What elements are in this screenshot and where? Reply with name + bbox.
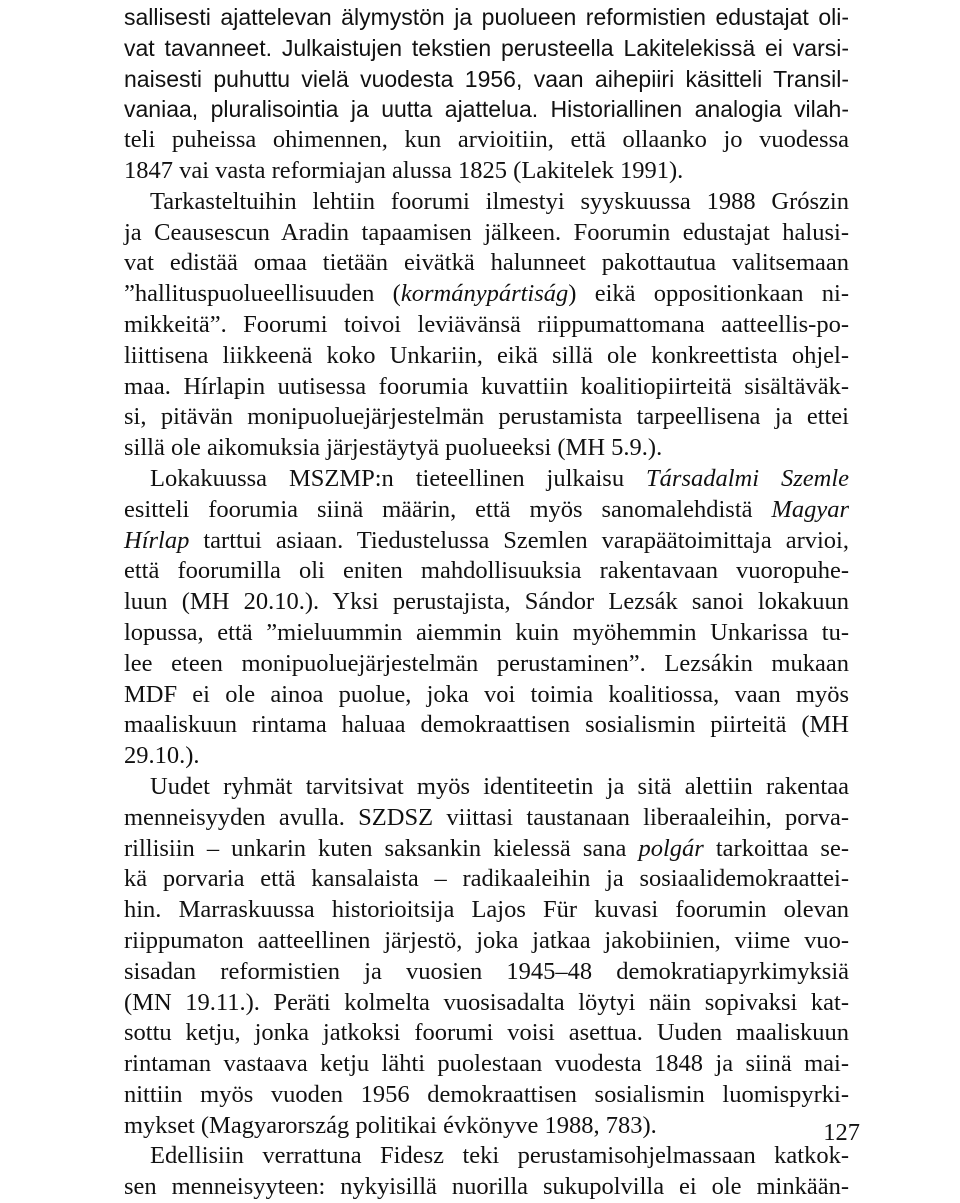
text-line: nittiin myös vuoden 1956 demokraattisen sosialismin luomispyrki- xyxy=(124,1080,849,1108)
text-line: (MN 19.11.). Peräti kolmelta vuosisadalta löytyi näin sopivaksi kat- xyxy=(124,988,849,1016)
text-line: esitteli foorumia siinä määrin, että myös sanomalehdistä Magyar xyxy=(124,495,849,523)
text-line: sillä ole aikomuksia järjestäytyä puolueeksi (MH 5.9.). xyxy=(124,434,663,462)
text-line: rillisiin – unkarin kuten saksankin kielessä sana polgár tarkoittaa se- xyxy=(124,834,849,862)
text-line: Edellisiin verrattuna Fidesz teki perustamisohjelmassaan katkok- xyxy=(150,1142,849,1170)
text-line: sottu ketju, jonka jatkoksi foorumi voisi asettua. Uuden maaliskuun xyxy=(124,1019,849,1047)
text-line: liittisena liikkeenä koko Unkariin, eikä sillä ole konkreettista ohjel- xyxy=(124,341,849,369)
italic-term: Társadalmi Szemle xyxy=(646,464,849,492)
text-line: Tarkasteltuihin lehtiin foorumi ilmestyi syyskuussa 1988 Grószin xyxy=(150,187,849,215)
text-line: lopussa, että ”mieluummin aiemmin kuin myöhemmin Unkarissa tu- xyxy=(124,618,849,646)
text-line: että foorumilla oli eniten mahdollisuuksia rakentavaan vuoropuhe- xyxy=(124,557,849,585)
text-line: hin. Marraskuussa historioitsija Lajos Für kuvasi foorumin olevan xyxy=(124,896,849,924)
text-line: maaliskuun rintama haluaa demokraattisen sosialismin piirteitä (MH xyxy=(124,711,849,739)
text-line: Lokakuussa MSZMP:n tieteellinen julkaisu Társadalmi Szemle xyxy=(150,464,849,492)
text-line: lee eteen monipuoluejärjestelmän perustaminen”. Lezsákin mukaan xyxy=(124,649,849,677)
text-line: menneisyyden avulla. SZDSZ viittasi taustanaan liberaaleihin, porva- xyxy=(124,803,849,831)
text-line: 1847 vai vasta reformiajan alussa 1825 (Lakitelek 1991). xyxy=(124,156,684,184)
italic-term: polgár xyxy=(638,834,704,862)
italic-term: Hírlap xyxy=(124,526,190,554)
italic-term: Magyar xyxy=(771,495,849,523)
text-line: mykset (Magyarország politikai évkönyve 1988, 783). xyxy=(124,1111,657,1139)
body-text xyxy=(124,2,849,1203)
text-line: sen menneisyyteen: nykyisillä nuorilla sukupolvilla ei ole minkään- xyxy=(124,1173,849,1201)
text-line: luun (MH 20.10.). Yksi perustajista, Sándor Lezsák sanoi lokakuun xyxy=(124,588,849,616)
text-line: rintaman vastaava ketju lähti puolestaan vuodesta 1848 ja siinä mai- xyxy=(124,1050,849,1078)
italic-term: kormánypártiság xyxy=(400,280,569,308)
text-line: sallisesti ajattelevan älymystön ja puolueen reformistien edustajat oli- xyxy=(124,4,849,30)
text-line: ”hallituspuolueellisuuden (kormánypártiság) eikä oppositionkaan ni- xyxy=(124,280,849,308)
text-line: vat edistää omaa tietään eivätkä halunneet pakottautua valitsemaan xyxy=(124,249,849,277)
text-line: 29.10.). xyxy=(124,742,200,770)
text-line: kä porvaria että kansalaista – radikaaleihin ja sosiaalidemokraattei- xyxy=(124,865,849,893)
page-number: 127 xyxy=(823,1119,860,1146)
text-line: mikkeitä”. Foorumi toivoi leviävänsä riippumattomana aatteellis-po- xyxy=(124,310,849,338)
text-line: vat tavanneet. Julkaistujen tekstien perusteella Lakitelekissä ei varsi- xyxy=(124,34,849,61)
text-line: sisadan reformistien ja vuosien 1945–48 demokratiapyrkimyksiä xyxy=(124,957,849,985)
text-line: vaniaa, pluralisointia ja uutta ajattelua. Historiallinen analogia vilah- xyxy=(124,96,849,123)
text-line: teli puheissa ohimennen, kun arvioitiin, että ollaanko jo vuodessa xyxy=(124,126,849,154)
text-line: naisesti puhuttu vielä vuodesta 1956, vaan aihepiiri käsitteli Transil- xyxy=(124,65,849,92)
text-line: Uudet ryhmät tarvitsivat myös identiteetin ja sitä alettiin rakentaa xyxy=(150,772,849,800)
text-line: maa. Hírlapin uutisessa foorumia kuvattiin koalitiopiirteitä sisältäväk- xyxy=(124,372,849,400)
text-line: riippumaton aatteellinen järjestö, joka jatkaa jakobiinien, viime vuo- xyxy=(124,926,849,954)
text-line: MDF ei ole ainoa puolue, joka voi toimia koalitiossa, vaan myös xyxy=(124,680,849,708)
text-line: Hírlap tarttui asiaan. Tiedustelussa Szemlen varapäätoimittaja arvioi, xyxy=(124,526,849,554)
text-line: ja Ceausescun Aradin tapaamisen jälkeen. Foorumin edustajat halusi- xyxy=(124,218,849,246)
text-line: si, pitävän monipuoluejärjestelmän perustamista tarpeellisena ja ettei xyxy=(124,403,849,431)
